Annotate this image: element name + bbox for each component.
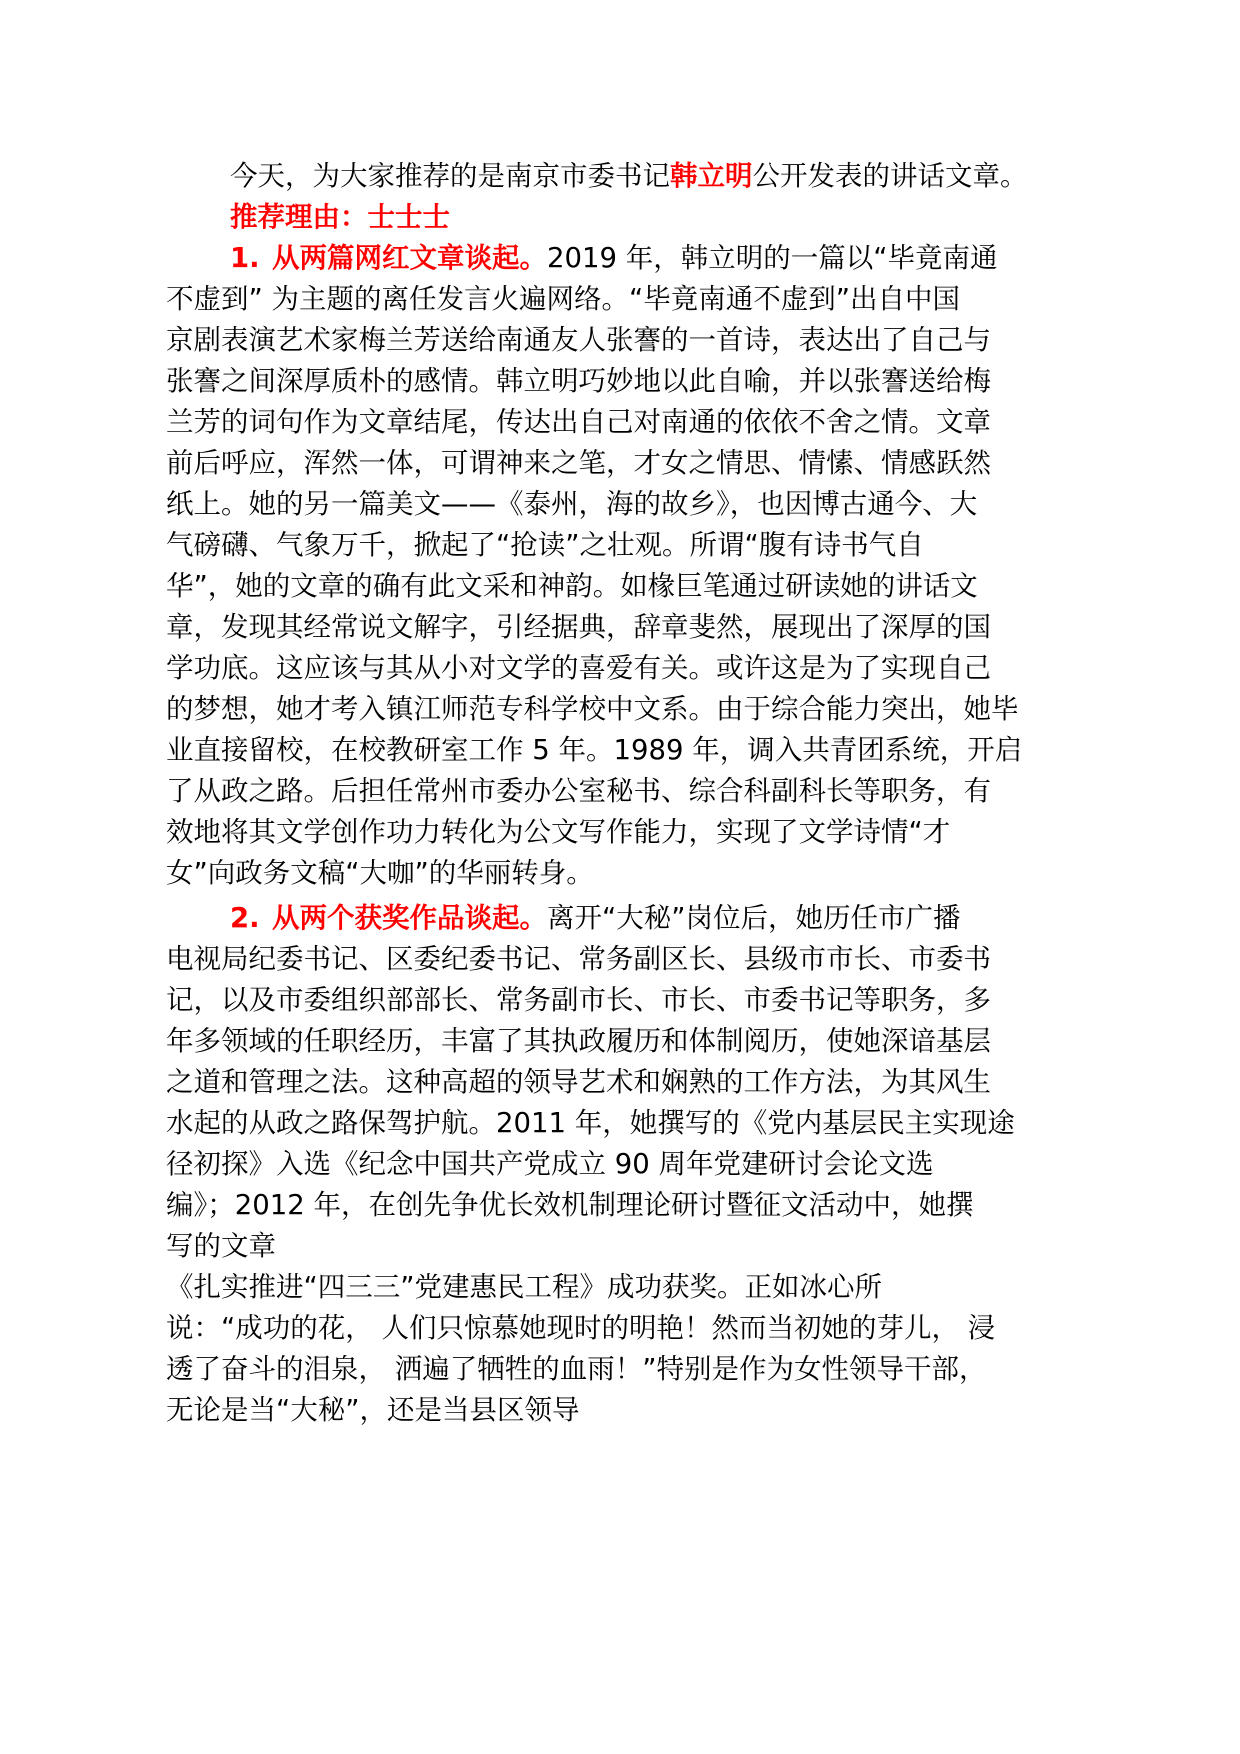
section2-line: 径初探》入选《纪念中国共产党成立 90 周年党建研讨会论文选 (166, 1148, 934, 1180)
section1-line: 2019 年，韩立明的一篇以“毕竟南通 (547, 242, 998, 274)
section1-line: 业直接留校，在校教研室工作 5 年。1989 年，调入共青团系统，开启 (166, 734, 1023, 766)
intro-text-before: 今天，为大家推荐的是南京市委书记 (230, 160, 670, 192)
section1-line: 不虚到” 为主题的离任发言火遍网络。“毕竟南通不虚到”出自中国 (166, 283, 960, 315)
section1-line: 前后呼应，浑然一体，可谓神来之笔，才女之情思、情愫、情感跃然 (166, 447, 991, 479)
section2-line: 离开“大秘”岗位后，她历任市广播 (547, 902, 961, 934)
section1-line: 了从政之路。后担任常州市委办公室秘书、综合科副科长等职务，有 (166, 775, 991, 807)
section1-line: 华”，她的文章的确有此文采和神韵。如椽巨笔通过研读她的讲话文 (166, 570, 978, 602)
section2-line: 无论是当“大秘”，还是当县区领导 (166, 1394, 580, 1426)
section1-line: 的梦想，她才考入镇江师范专科学校中文系。由于综合能力突出，她毕 (166, 693, 1019, 725)
section2-line: 《扎实推进“四三三”党建惠民工程》成功获奖。正如冰心所 (166, 1271, 882, 1303)
section2-line: 透了奋斗的泪泉， 洒遍了牺牲的血雨！”特别是作为女性领导干部， (166, 1353, 987, 1385)
section2-line: 编》；2012 年，在创先争优长效机制理论研讨暨征文活动中，她撰 (166, 1189, 974, 1221)
section2-line: 记，以及市委组织部部长、常务副市长、市长、市委书记等职务，多 (166, 984, 991, 1016)
section1-line: 气磅礴、气象万千，掀起了“抢读”之壮观。所谓“腹有诗书气自 (166, 529, 924, 561)
section2-number: 2. (230, 902, 260, 934)
section1-line: 女”向政务文稿“大咖”的华丽转身。 (166, 857, 594, 889)
section2-line: 年多领域的任职经历，丰富了其执政履历和体制阅历，使她深谙基层 (166, 1025, 991, 1057)
section2-heading: 从两个获奖作品谈起。 (272, 902, 547, 934)
section1-line: 学功底。这应该与其从小对文学的喜爱有关。或许这是为了实现自己 (166, 652, 991, 684)
intro-paragraph (230, 156, 1028, 197)
section1-line: 兰芳的词句作为文章结尾，传达出自己对南通的依依不舍之情。文章 (166, 406, 991, 438)
section2-line: 写的文章 (166, 1230, 276, 1262)
intro-text-after: 公开发表的讲话文章。 (752, 160, 1028, 192)
section1-line: 纸上。她的另一篇美文——《泰州，海的故乡》，也因博古通今、大 (166, 488, 978, 520)
section2-line: 说：“成功的花， 人们只惊慕她现时的明艳！然而当初她的芽儿， 浸 (166, 1312, 996, 1344)
section1-number: 1. (230, 242, 260, 274)
section2-first-line (230, 898, 961, 939)
highlighted-name: 韩立明 (670, 160, 753, 192)
section1-line: 章，发现其经常说文解字，引经据典，辞章斐然，展现出了深厚的国 (166, 611, 991, 643)
reason-heading: 推荐理由：士士士 (230, 201, 450, 233)
section1-line: 张謇之间深厚质朴的感情。韩立明巧妙地以此自喻，并以张謇送给梅 (166, 365, 991, 397)
section1-first-line (230, 238, 997, 279)
section2-line: 水起的从政之路保驾护航。2011 年，她撰写的《党内基层民主实现途 (166, 1107, 1015, 1139)
section1-line: 效地将其文学创作功力转化为公文写作能力，实现了文学诗情“才 (166, 816, 951, 848)
section1-line: 京剧表演艺术家梅兰芳送给南通友人张謇的一首诗，表达出了自己与 (166, 324, 991, 356)
section1-heading: 从两篇网红文章谈起。 (272, 242, 547, 274)
section2-line: 电视局纪委书记、区委纪委书记、常务副区长、县级市市长、市委书 (166, 943, 991, 975)
section2-line: 之道和管理之法。这种高超的领导艺术和娴熟的工作方法，为其风生 (166, 1066, 991, 1098)
